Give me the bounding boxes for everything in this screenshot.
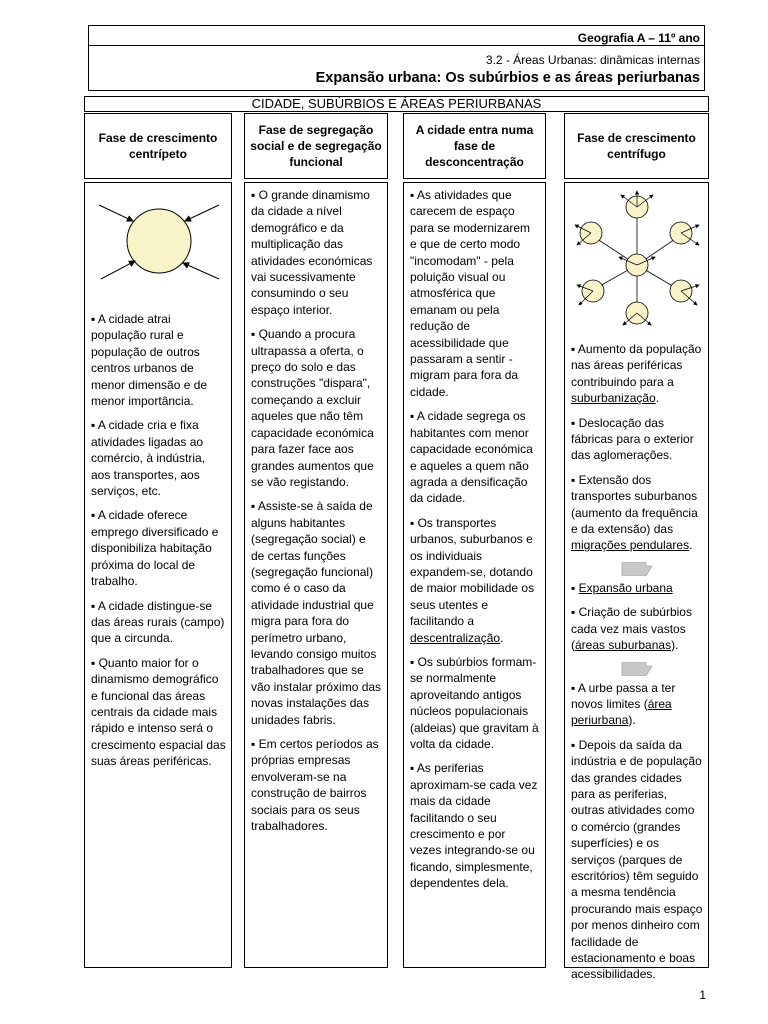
- inward-arrow: [99, 205, 133, 221]
- inward-arrow: [101, 261, 135, 279]
- key-term: descentralização: [410, 630, 501, 645]
- list-item: ▪ A cidade oferece emprego diversificado e disponibiliza habitação próxima do local de trabalho.: [91, 508, 219, 589]
- list-item: ▪ Deslocação das fábricas para o exterior das aglomerações.: [571, 415, 694, 463]
- centrifugal-diagram: [571, 187, 707, 327]
- down-arrow-icon: [571, 562, 703, 576]
- list-item: ▪ Criação de subúrbios cada vez mais vastos (áreas suburbanas).: [571, 605, 692, 653]
- document-title: Expansão urbana: Os subúrbios e as áreas periurbanas: [315, 70, 700, 86]
- list-item: ▪ Os subúrbios formam-se normalmente aproveitando antigos núcleos populacionais (aldeias) que gravitam à volta da cidade.: [410, 654, 539, 751]
- list-item: ▪ Extensão dos transportes suburbanos (aumento da frequência e da extensão) das migrações pendulares.: [571, 472, 698, 553]
- list-item: ▪ As atividades que carecem de espaço para se modernizarem e que de certo modo "incomodam" - pela poluição visual ou atmosférica que emanam ou pela redução de acessibilidade que passaram a sentir - migram para fora da cidade.: [410, 188, 531, 399]
- list-item: ▪ Depois da saída da indústria e de população das grandes cidades para as periferias, outras atividades como o comércio (grandes superfícies) e os serviços (parques de escritórios) têm seguido a mesma tendência procurando mais espaço por menos dinheiro com facilidade de estacionamento e boas acessibilidades.: [571, 737, 703, 982]
- list-item: ▪ A cidade atrai população rural e população de outros centros urbanos de menor dimensão e de menor importância.: [91, 312, 208, 409]
- centripetal-diagram: [91, 187, 227, 295]
- subject-label: Geografia A – 11º ano: [577, 31, 700, 45]
- key-term: suburbanização: [571, 391, 656, 406]
- list-item: ▪ Quando a procura ultrapassa a oferta, o preço do solo e das construções "dispara", começando a excluir aqueles que não têm capacidade económica para fazer face aos grandes aumentos que se vão registando.: [251, 327, 374, 489]
- column-heading-centripetal: Fase de crescimento centrípeto: [84, 113, 232, 179]
- key-term: migrações pendulares: [571, 538, 690, 553]
- key-term: Expansão urbana: [578, 580, 673, 595]
- topic-label: 3.2 - Áreas Urbanas: dinâmicas internas: [485, 53, 700, 67]
- column-centrifugal: [564, 182, 709, 982]
- list-item: ▪ Expansão urbana: [571, 580, 673, 595]
- header-divider: [89, 45, 704, 46]
- column-heading-centrifugal: Fase de crescimento centrífugo: [564, 113, 709, 179]
- column-centripetal: [84, 182, 232, 968]
- list-item: ▪ Aumento da população nas áreas periféricas contribuindo para a suburbanização.: [571, 342, 702, 406]
- list-item: ▪ Os transportes urbanos, suburbanos e os individuais expandem-se, dotando de maior mobilidade os seus utentes e facilitando a descentralização.: [410, 515, 535, 645]
- document-header: [88, 25, 705, 91]
- list-item: ▪ O grande dinamismo da cidade a nível demográfico e da multiplicação das atividades económicas vai sucessivamente consumindo o seu espaço interior.: [251, 188, 373, 317]
- key-term: áreas suburbanas: [575, 638, 672, 653]
- city-circle: [127, 209, 191, 273]
- inward-arrow: [185, 205, 219, 221]
- column-segregation: [244, 182, 388, 968]
- list-item: ▪ Assiste-se à saída de alguns habitantes (segregação social) e de certas funções (segregação funcional) como é o caso da atividade industrial que migra para fora do perímetro urbano, levando consigo muitos trabalhadores que se vão instalar próximo das novas instalações das unidades fabris.: [251, 499, 382, 727]
- column-deconcentration: [403, 182, 546, 968]
- list-item: ▪ A cidade segrega os habitantes com menor capacidade económica e aqueles a quem não agrada a densificação da cidade.: [410, 409, 533, 506]
- page-number: 1: [699, 988, 706, 1002]
- list-item: ▪ Quanto maior for o dinamismo demográfico e funcional das áreas centrais da cidade mais rápido e intenso será o crescimento espacial das suas áreas periféricas.: [91, 655, 226, 769]
- list-item: ▪ A urbe passa a ter novos limites (área periurbana).: [571, 680, 676, 728]
- table-title: CIDADE, SUBÚRBIOS E ÁREAS PERIURBANAS: [84, 96, 709, 112]
- list-item: ▪ Em certos períodos as próprias empresas envolveram-se na construção de bairros sociais para os seus trabalhadores.: [251, 737, 379, 834]
- list-item: ▪ A cidade cria e fixa atividades ligadas ao comércio, à indústria, aos transportes, aos serviços, etc.: [91, 418, 206, 499]
- list-item: ▪ As periferias aproximam-se cada vez mais da cidade facilitando o seu crescimento e por vezes integrando-se ou ficando, simplesmente, dependentes dela.: [410, 761, 538, 891]
- key-term: área periurbana: [571, 696, 672, 728]
- down-arrow-icon: [571, 662, 703, 676]
- column-heading-segregation: Fase de segregação social e de segregação funcional: [244, 113, 388, 179]
- list-item: ▪ A cidade distingue-se das áreas rurais (campo) que a circunda.: [91, 598, 225, 646]
- inward-arrow: [183, 263, 219, 279]
- column-heading-deconcentration: A cidade entra numa fase de desconcentração: [403, 113, 546, 179]
